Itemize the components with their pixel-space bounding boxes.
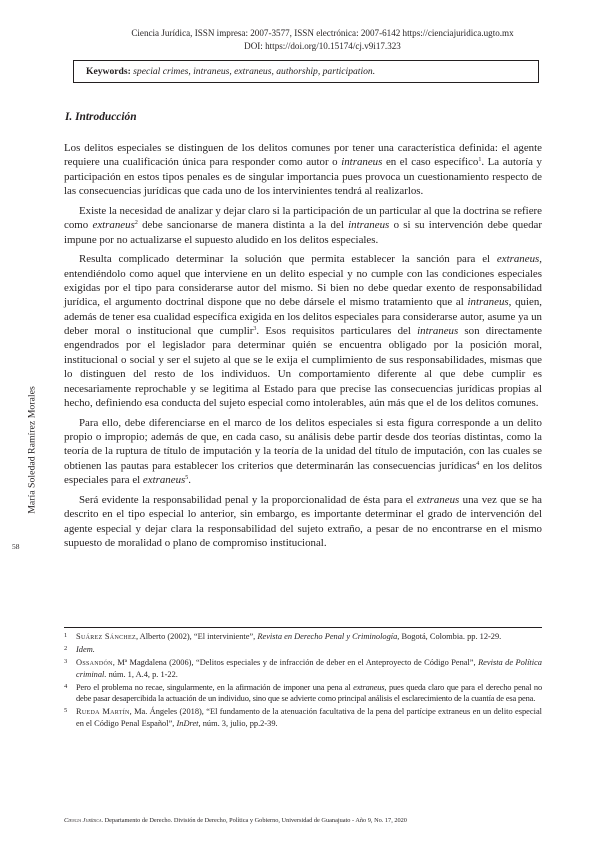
italic-term: extraneus <box>142 474 186 487</box>
paragraph-3 <box>64 252 542 410</box>
text-run: . Esos requisitos particulares del <box>256 325 418 338</box>
text-run: en el caso específico <box>382 156 479 169</box>
footnote-1 <box>64 631 542 643</box>
italic-term: intraneus <box>467 296 509 309</box>
footnote-author: Ossandón <box>76 658 113 667</box>
paragraph-4 <box>64 416 542 488</box>
paragraph-5 <box>64 493 542 550</box>
text-run: una vez que se ha descrito en el tipo especial lo anterior, sin embargo, es importante determinar el grado de intervención del agente especial y dejar clara la responsabilidad del sujeto extraño, a pesar de no encontrarse en el mismo supuesto de moralidad o plano de compromiso institucional. <box>64 493 542 549</box>
italic-title: Idem. <box>76 645 95 654</box>
footnote-text <box>76 706 542 729</box>
footer-journal: Ciencia Jurídica <box>64 817 102 824</box>
body-text <box>64 141 542 556</box>
text-run: Será evidente la responsabilidad penal y la proporcionalidad de ésta para el <box>79 493 417 506</box>
text-run: núm. 1, A.4, p. 1-22. <box>106 669 178 679</box>
text-run: , Mª Magdalena (2006), “Delitos especiales y de infracción de deber en el Anteproyecto de Código Penal”, <box>112 658 479 667</box>
text-run: Para ello, debe diferenciarse en el marco de los delitos especiales si esta figura corresponde a un delito propio o impropio; además de que, en cada caso, su análisis debe partir desde dos teorías distintas, como la teoría de la ruptura de título de imputación y la teoría de la unidad del título de imputación, con las cuales se obtienen las pautas para establecer los criterios que determinarán las consecuencias jurídicas <box>64 416 542 472</box>
italic-term: intraneus <box>348 219 390 232</box>
keywords-list: special crimes, intraneus, extraneus, authorship, participation. <box>133 66 376 77</box>
text-run: , pues queda claro que para el derecho penal no debe pasar desapercibida la actuación de un individuo, sino que se advierte como principal análisis el esclarecimiento de la cuantía de esa pena. <box>76 682 542 703</box>
text-run: o si su intervención debe quedar impune por no actualizarse el supuesto aludido en los delitos especiales. <box>64 219 542 246</box>
italic-term: extraneus <box>92 219 135 232</box>
footnote-number: 2 <box>64 645 68 652</box>
footnote-ref[interactable]: 5 <box>185 475 189 482</box>
footnote-text <box>76 682 542 705</box>
paragraph-1 <box>64 141 542 198</box>
footnote-ref[interactable]: 3 <box>253 326 257 333</box>
text-run: , Ma. Ángeles (2018), “El fundamento de la atenuación facultativa de la pena del partícipe extraneus en un delito especial en el Código Penal Español”, <box>76 707 542 728</box>
text-run: , quien, además de tener esa cualidad específica exigida en los delitos especiales para considerarse autor, asume ya un deber moral o institucional que cumplir <box>64 296 542 338</box>
text-run: , Alberto (2002), “El interviniente”, <box>135 632 258 641</box>
footnote-ref[interactable]: 1 <box>478 157 482 164</box>
side-author-label <box>27 356 37 544</box>
footnotes <box>64 631 542 731</box>
text-run: . La autoría y participación en estos tipos penales es de singular importancia pues provoca un cuestionamiento respecto de las consecuencias jurídicas que cada uno de los intervinientes tendrá al realizarlos. <box>64 156 542 198</box>
text-run: , entendiéndolo como aquel que interviene en un delito especial y no cumple con las condiciones especiales exigidas por el tipo para considerarse autor del mismo. Si bien no debe quedar exento de responsabilidad jurídica, el argumento doctrinal dispone que no debe dársele el mismo tratamiento que al <box>64 253 542 309</box>
author-name: María Soledad Ramírez Morales <box>26 386 38 514</box>
text-run: son directamente engendrados por el legislador para determinar quién se encuentra obligado por la posición moral, institucional o social y ser el sujeto al que se le exija el cumplimiento de sus responsabilidades, mismas que lo distinguen del resto de los individuos. Un comportamiento diferente al que debe cumplir es necesariamente reprochable y se legitima al Estado para que precise las consecuencias jurídicas propias al hecho, definiendo esa conducta del sujeto especial como intolerables, aún más que el de los delitos comunes. <box>64 325 542 409</box>
journal-header <box>100 27 545 52</box>
footnote-5 <box>64 706 542 729</box>
italic-term: intraneus <box>341 156 383 169</box>
italic-term: extraneus <box>416 493 460 506</box>
text-run: . <box>188 474 191 487</box>
footnote-divider <box>64 627 542 628</box>
page-footer <box>64 817 542 825</box>
text-run: Existe la necesidad de analizar y dejar claro si la participación de un particular al que la doctrina se refiere como <box>64 204 542 232</box>
text-run: , Bogotá, Colombia. pp. 12-29. <box>397 632 502 641</box>
footnote-author: Rueda Martín <box>76 707 130 716</box>
footnote-number: 4 <box>64 682 68 690</box>
footnote-4 <box>64 682 542 705</box>
footer-text: . Departamento de Derecho. División de Derecho, Política y Gobierno, Universidad de Guanajuato - Año 9, No. 17, 2020 <box>101 817 407 824</box>
text-run: , núm. 3, julio, pp.2-39. <box>198 718 278 728</box>
page-number: 58 <box>12 542 20 551</box>
italic-term: extraneus <box>353 682 385 692</box>
footnote-text <box>76 631 542 643</box>
italic-title: InDret <box>176 718 199 728</box>
text-run: debe sancionarse de manera distinta a la del <box>137 219 349 232</box>
footnote-ref[interactable]: 2 <box>134 220 138 227</box>
footnote-number: 3 <box>64 658 68 665</box>
paragraph-2 <box>64 204 542 247</box>
footnote-3 <box>64 657 542 680</box>
section-title: I. Introducción <box>65 111 137 123</box>
footnote-author: Suárez Sánchez <box>76 632 136 641</box>
text-run: Los delitos especiales se distinguen de los delitos comunes por tener una característica definida: el agente requiere una cualificación única para responder como autor o <box>64 142 542 169</box>
italic-title: Revista en Derecho Penal y Criminología <box>257 632 398 641</box>
keywords-box <box>73 60 539 83</box>
footnote-2 <box>64 644 542 656</box>
footnote-number: 5 <box>64 707 68 714</box>
keywords-label: Keywords: <box>86 66 131 77</box>
header-doi-line: DOI: https://doi.org/10.15174/cj.v9i17.323 <box>244 40 401 51</box>
italic-term: extraneus <box>496 253 540 266</box>
text-run: en los delitos especiales para el <box>64 459 543 487</box>
text-run: Resulta complicado determinar la solución que permita establecer la sanción para el <box>79 253 497 266</box>
footnote-text <box>76 657 542 680</box>
footnote-text <box>76 644 542 656</box>
header-issn-line: Ciencia Jurídica, ISSN impresa: 2007-3577, ISSN electrónica: 2007-6142 https://cienciajuridica.ugto.mx <box>131 28 514 38</box>
italic-title: Revista de Política criminal. <box>76 658 542 679</box>
italic-term: intraneus <box>417 325 459 338</box>
footnote-number: 1 <box>64 632 68 639</box>
footnote-ref[interactable]: 4 <box>476 460 480 467</box>
text-run: Pero el problema no recae, singularmente, en la afirmación de imponer una pena al <box>76 682 354 692</box>
